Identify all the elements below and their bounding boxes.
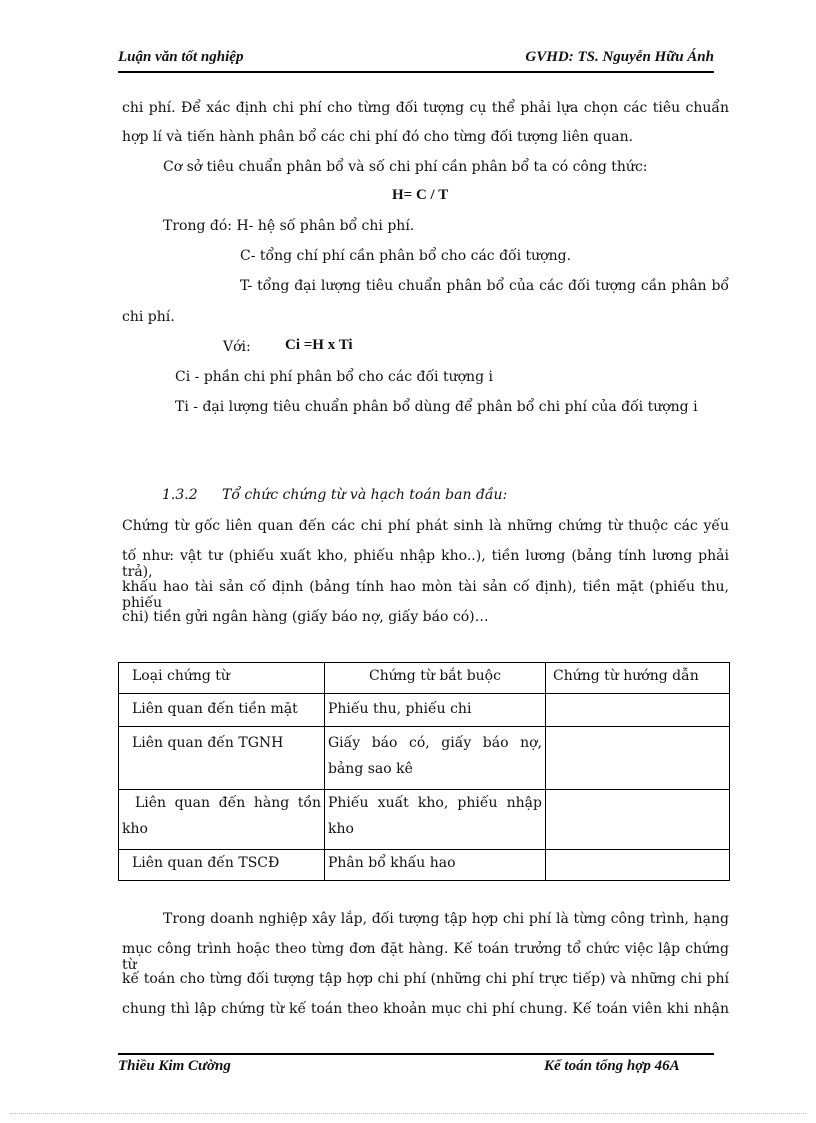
definition-t-line-1: T- tổng đại lượng tiêu chuẩn phân bổ của các đối tượng cần phân bổ [240, 278, 729, 294]
paragraph-3-line-1: Chứng từ gốc liên quan đến các chi phí phát sinh là những chứng từ thuộc các yếu [122, 518, 729, 534]
table-cell: Liên quan đến tiền mặt [119, 694, 325, 727]
table-header-row [119, 663, 730, 694]
document-types-table [118, 662, 730, 881]
paragraph-1-line-1: chi phí. Để xác định chi phí cho từng đối tượng cụ thể phải lựa chọn các tiêu chuẩn [122, 100, 729, 116]
definition-t-line-2: chi phí. [122, 309, 175, 325]
table-cell: Giấy báo có, giấy báo nợ, bảng sao kê [325, 727, 546, 790]
section-number: 1.3.2 [162, 487, 198, 503]
table-cell: Phân bổ khấu hao [325, 850, 546, 881]
paragraph-2: Cơ sở tiêu chuẩn phân bổ và số chi phí cần phân bổ ta có công thức: [163, 159, 648, 175]
paragraph-3-line-4: chi) tiền gửi ngân hàng (giấy báo nợ, giấy báo có)… [122, 609, 489, 625]
footer-rule [118, 1053, 714, 1055]
paragraph-1-line-2: hợp lí và tiến hành phân bổ các chi phí đó cho từng đối tượng liên quan. [122, 129, 634, 145]
table-cell: Liên quan đến TSCĐ [119, 850, 325, 881]
table-row [119, 790, 730, 850]
definition-ci: Ci - phần chi phí phân bổ cho các đối tượng i [175, 369, 493, 385]
table-row [119, 850, 730, 881]
page-header [118, 49, 714, 69]
table-cell: Phiếu thu, phiếu chi [325, 694, 546, 727]
formula-ci: Ci =H x Ti [285, 337, 353, 353]
page-bottom-border [10, 1113, 806, 1114]
definition-h: Trong đó: H- hệ số phân bổ chi phí. [163, 218, 415, 234]
table-row [119, 694, 730, 727]
table-cell: Phiếu xuất kho, phiếu nhập kho [325, 790, 546, 850]
table-cell [546, 850, 730, 881]
table-cell [546, 694, 730, 727]
header-rule [118, 71, 714, 73]
definition-ti: Ti - đại lượng tiêu chuẩn phân bổ dùng để phân bổ chi phí của đối tượng i [175, 399, 698, 415]
table-cell: Liên quan đến hàng tồn kho [119, 790, 325, 850]
paragraph-4-line-3: kế toán cho từng đối tượng tập hợp chi phí (những chi phí trực tiếp) và những chi phí [122, 971, 729, 987]
table-header-cell: Chứng từ hướng dẫn [546, 663, 730, 694]
table-header-cell: Loại chứng từ [119, 663, 325, 694]
with-label: Với: [223, 339, 251, 355]
header-supervisor: GVHD: TS. Nguyễn Hữu Ánh [525, 49, 714, 65]
paragraph-4-line-1: Trong doanh nghiệp xây lắp, đối tượng tập hợp chi phí là từng công trình, hạng [163, 911, 729, 927]
paragraph-3-line-2: tố như: vật tư (phiếu xuất kho, phiếu nhập kho..), tiền lương (bảng tính lương phải trả), [122, 548, 729, 580]
paragraph-4-line-4: chung thì lập chứng từ kế toán theo khoản mục chi phí chung. Kế toán viên khi nhận [122, 1001, 729, 1017]
paragraph-4-line-2: mục công trình hoặc theo từng đơn đặt hàng. Kế toán trưởng tổ chức việc lập chứng từ [122, 941, 729, 973]
header-thesis-title: Luận văn tốt nghiệp [118, 49, 244, 65]
paragraph-3-line-3: khấu hao tài sản cố định (bảng tính hao mòn tài sản cố định), tiền mặt (phiếu thu, phiếu [122, 579, 729, 611]
section-title: Tổ chức chứng từ và hạch toán ban đầu: [222, 487, 508, 503]
table-header-cell: Chứng từ bắt buộc [325, 663, 546, 694]
table-cell: Liên quan đến TGNH [119, 727, 325, 790]
page-footer [118, 1058, 714, 1078]
table-row [119, 727, 730, 790]
definition-c: C- tổng chí phí cần phân bổ cho các đối tượng. [240, 248, 572, 264]
formula-h: H= C / T [392, 187, 449, 203]
footer-class: Kế toán tổng hợp 46A [544, 1058, 680, 1074]
table-cell [546, 790, 730, 850]
footer-author: Thiều Kim Cường [118, 1058, 231, 1074]
table-cell [546, 727, 730, 790]
